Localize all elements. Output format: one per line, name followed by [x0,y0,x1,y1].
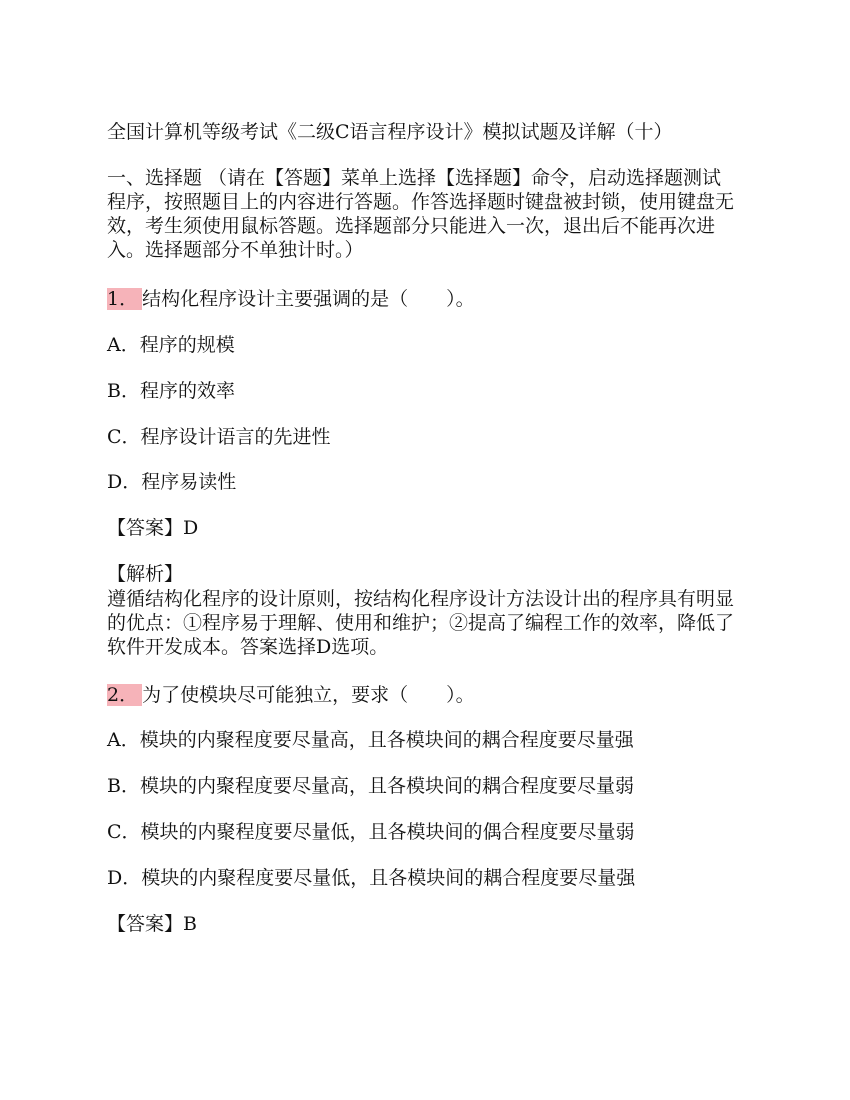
question-stem: 结构化程序设计主要强调的是（ ）。 [142,288,475,310]
option-c: C．模块的内聚程度要尽量低，且各模块间的偶合程度要尽量弱 [107,821,635,843]
question-2 [107,684,475,706]
answer: 【答案】D [107,517,199,539]
question-number: 2． [107,684,142,706]
option-a: A．程序的规模 [107,334,235,356]
question-number: 1． [107,288,142,310]
answer: 【答案】B [107,913,197,935]
option-b: B．模块的内聚程度要尽量高，且各模块间的耦合程度要尽量弱 [107,775,634,797]
question-1 [107,288,475,310]
option-d: D．程序易读性 [107,471,237,493]
document-title: 全国计算机等级考试《二级C语言程序设计》模拟试题及详解（十） [107,121,673,143]
option-c: C．程序设计语言的先进性 [107,426,331,448]
option-d: D．模块的内聚程度要尽量低，且各模块间的耦合程度要尽量强 [107,867,636,889]
option-a: A．模块的内聚程度要尽量高，且各模块间的耦合程度要尽量强 [107,729,634,751]
analysis-text: 遵循结构化程序的设计原则，按结构化程序设计方法设计出的程序具有明显的优点：①程序易于理解、使用和维护；②提高了编程工作的效率，降低了软件开发成本。答案选择D选项。 [107,588,735,658]
document-page [107,0,747,1100]
section-heading: 一、选择题 （请在【答题】菜单上选择【选择题】命令，启动选择题测试程序，按照题目上的内容进行答题。作答选择题时键盘被封锁，使用键盘无效，考生须使用鼠标答题。选择题部分只能进入一次，退出后不能再次进入。选择题部分不单独计时。） [107,167,735,261]
question-stem: 为了使模块尽可能独立，要求（ ）。 [142,684,475,706]
option-b: B．程序的效率 [107,380,235,402]
analysis-label: 【解析】 [107,563,184,585]
